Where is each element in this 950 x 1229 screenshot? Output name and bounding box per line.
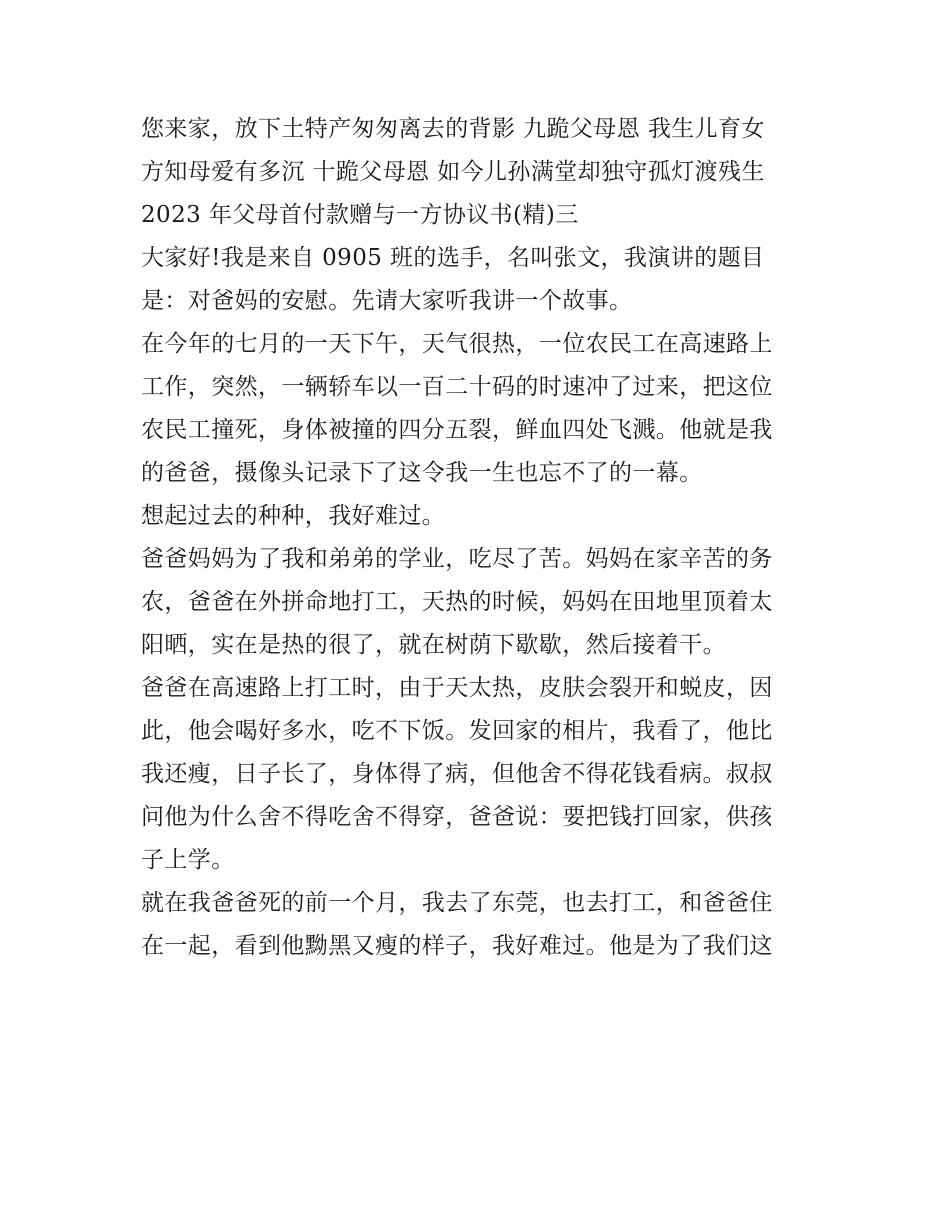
text-line: 阳晒，实在是热的很了，就在树荫下歇歇，然后接着干。 — [141, 632, 726, 658]
text-line: 我还瘦，日子长了，身体得了病，但他舍不得花钱看病。叔叔 — [141, 761, 773, 787]
text-line: 农民工撞死，身体被撞的四分五裂，鲜血四处飞溅。他就是我 — [141, 417, 773, 443]
text-line: 爸爸在高速路上打工时，由于天太热，皮肤会裂开和蜕皮，因 — [141, 675, 773, 701]
text-line: 的爸爸，摄像头记录下了这令我一生也忘不了的一幕。 — [141, 460, 703, 486]
text-line: 爸爸妈妈为了我和弟弟的学业，吃尽了苦。妈妈在家辛苦的务 — [141, 546, 773, 572]
text-line: 想起过去的种种，我好难过。 — [141, 503, 446, 529]
text-line: 此，他会喝好多水，吃不下饭。发回家的相片，我看了，他比 — [141, 718, 773, 744]
text-line: 就在我爸爸死的前一个月，我去了东莞，也去打工，和爸爸住 — [141, 890, 773, 916]
text-line: 农，爸爸在外拼命地打工，天热的时候，妈妈在田地里顶着太 — [141, 589, 773, 615]
text-line: 在今年的七月的一天下午，天气很热，一位农民工在高速路上 — [141, 331, 773, 357]
text-line: 问他为什么舍不得吃舍不得穿，爸爸说：要把钱打回家，供孩 — [141, 804, 773, 830]
text-line: 方知母爱有多沉 十跪父母恩 如今儿孙满堂却独守孤灯渡残生 — [141, 159, 765, 185]
document-body — [141, 108, 821, 968]
text-line: 大家好!我是来自 0905 班的选手，名叫张文，我演讲的题目 — [141, 245, 765, 271]
text-line: 工作，突然，一辆轿车以一百二十码的时速冲了过来，把这位 — [141, 374, 773, 400]
text-line: 2023 年父母首付款赠与一方协议书(精)三 — [141, 202, 579, 228]
text-line: 您来家，放下土特产匆匆离去的背影 九跪父母恩 我生儿育女 — [141, 116, 765, 142]
text-line: 是：对爸妈的安慰。先请大家听我讲一个故事。 — [141, 288, 633, 314]
text-line: 子上学。 — [141, 847, 235, 873]
text-line: 在一起，看到他黝黑又瘦的样子，我好难过。他是为了我们这 — [141, 933, 773, 959]
